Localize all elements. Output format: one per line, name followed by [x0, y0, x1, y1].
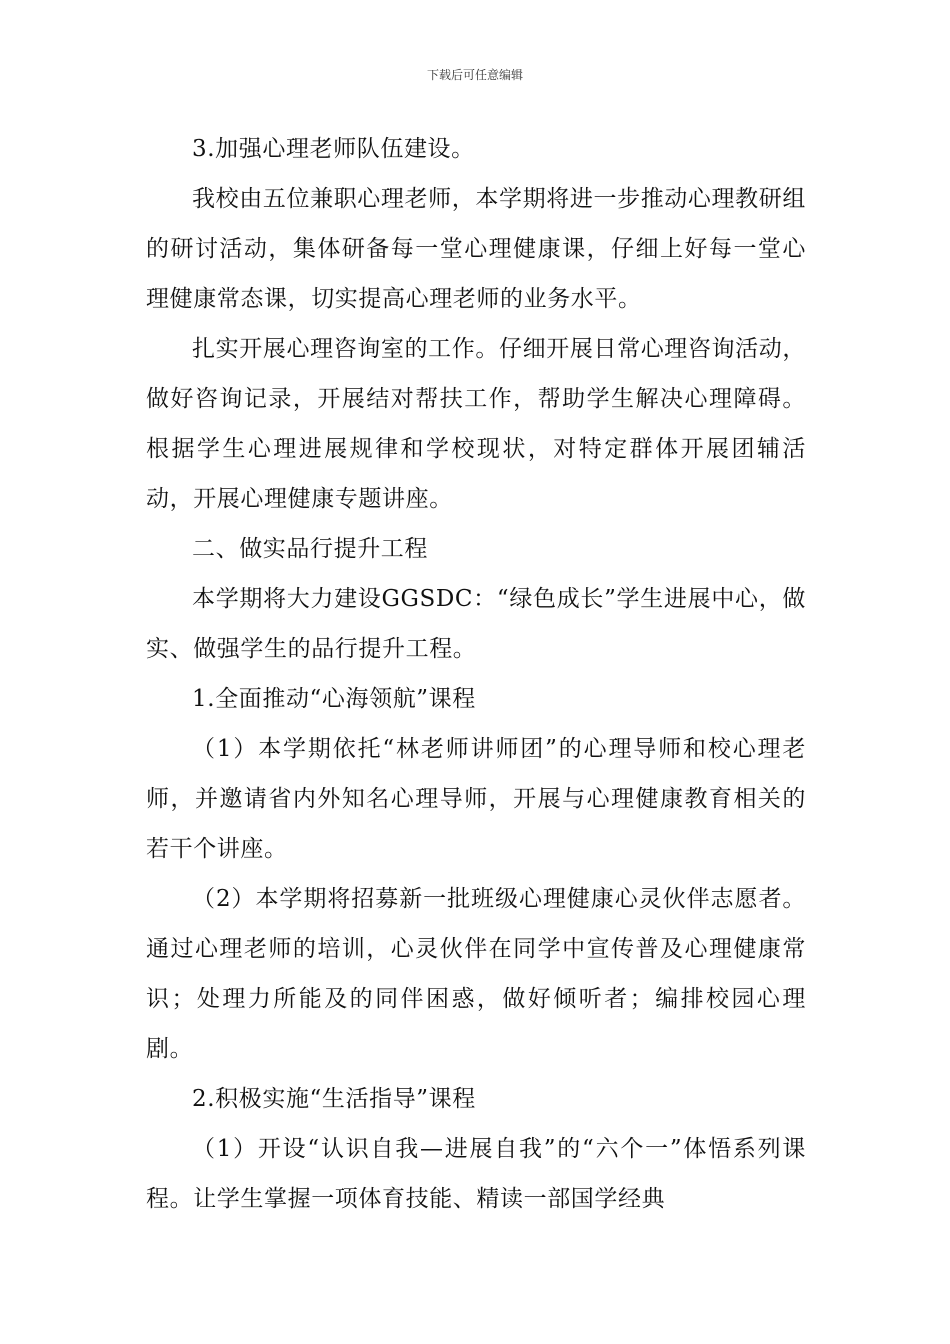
paragraph-item-2-1: （1）开设“认识自我—进展自我”的“六个一”体悟系列课程。让学生掌握一项体育技能、精读一部国学经典: [146, 1136, 806, 1212]
section-heading-2: 二、做实品行提升工程: [192, 536, 428, 562]
paragraph-item-1-2: （2）本学期将招募新一批班级心理健康心灵伙伴志愿者。通过心理老师的培训，心灵伙伴在同学中宣传普及心理健康常识；处理力所能及的同伴困惑，做好倾听者；编排校园心理剧。: [146, 886, 806, 1062]
document-body: [146, 124, 806, 1224]
paragraph-item-1-1: （1）本学期依托“林老师讲师团”的心理导师和校心理老师，并邀请省内外知名心理导师，开展与心理健康教育相关的若干个讲座。: [146, 736, 806, 862]
subheading-2: 2.积极实施“生活指导”课程: [192, 1086, 476, 1112]
paragraph-ggsdc: 本学期将大力建设GGSDC：“绿色成长”学生进展中心，做实、做强学生的品行提升工程。: [146, 586, 806, 662]
paragraph-teacher-team: 我校由五位兼职心理老师，本学期将进一步推动心理教研组的研讨活动，集体研备每一堂心理健康课，仔细上好每一堂心理健康常态课，切实提高心理老师的业务水平。: [146, 186, 806, 312]
subheading-1: 1.全面推动“心海领航”课程: [192, 686, 476, 712]
paragraph-heading-3: 3.加强心理老师队伍建设。: [192, 136, 475, 162]
page-header: 下载后可任意编辑: [426, 68, 523, 82]
paragraph-counseling-room: 扎实开展心理咨询室的工作。仔细开展日常心理咨询活动，做好咨询记录，开展结对帮扶工作，帮助学生解决心理障碍。根据学生心理进展规律和学校现状，对特定群体开展团辅活动，开展心理健康专题讲座。: [146, 336, 806, 512]
